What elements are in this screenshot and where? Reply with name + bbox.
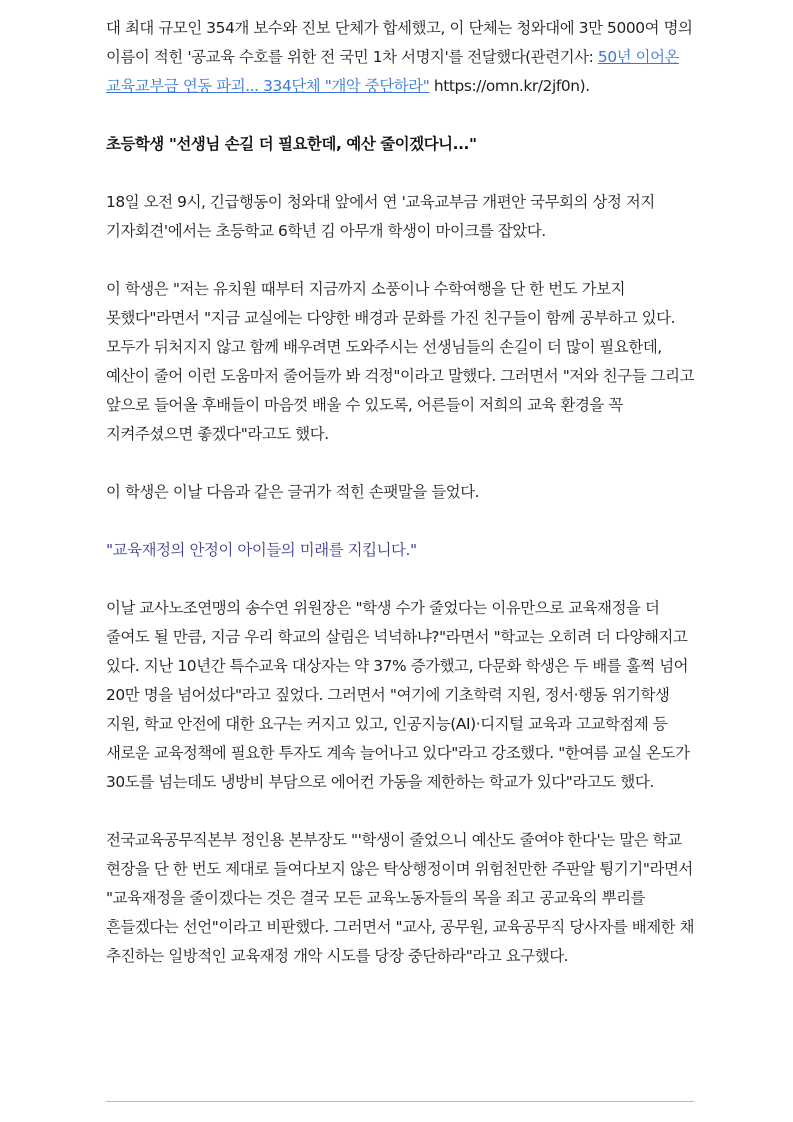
footer-divider (106, 1101, 694, 1102)
paragraph-signatures (106, 14, 696, 101)
related-article-link[interactable]: 50년 이어온 교육교부금 연동 파괴... 334단체 "개악 중단하라" (106, 48, 680, 95)
short-url-text: https://omn.kr/2jf0n). (429, 77, 590, 95)
paragraph-picket-intro: 이 학생은 이날 다음과 같은 글귀가 적힌 손팻말을 들었다. (106, 483, 480, 501)
section-heading: 초등학생 "선생님 손길 더 필요한데, 예산 줄이겠다니..." (106, 135, 477, 153)
paragraph-teachers-union: 이날 교사노조연맹의 송수연 위원장은 "학생 수가 줄었다는 이유만으로 교육재정을 더 줄여도 될 만큼, 지금 우리 학교의 살림은 넉넉하냐?"라면서 "학교는 오히려 더 다양해지고 있다. 지난 10년간 특수교육 대상자는 약 37% 증가했고, 다문화 학생은 두 배를 훌쩍 넘어 20만 명을 넘어섰다"라고 짚었다. 그러면서 "여기에 기초학력 지원, 정서·행동 위기학생 지원, 학교 안전에 대한 요구는 커지고 있고, 인공지능(AI)·디지털 교육과 고교학점제 등 새로운 교육정책에 필요한 투자도 계속 늘어나고 있다"라고 강조했다. "한여름 교실 온도가 30도를 넘는데도 냉방비 부담으로 에어컨 가동을 제한하는 학교가 있다"라고도 했다. (106, 599, 690, 791)
paragraph-student-quote: 이 학생은 "저는 유치원 때부터 지금까지 소풍이나 수학여행을 단 한 번도 가보지 못했다"라면서 "지금 교실에는 다양한 배경과 문화를 가진 친구들이 함께 공부하고 있다. 모두가 뒤처지지 않고 함께 배우려면 도와주시는 선생님들의 손길이 더 많이 필요한데, 예산이 줄어 이런 도움마저 줄어들까 봐 걱정"이라고 말했다. 그러면서 "저와 친구들 그리고 앞으로 들어올 후배들이 마음껏 배울 수 있도록, 어른들이 저희의 교육 환경을 꼭 지켜주셨으면 좋겠다"라고도 했다. (106, 280, 695, 443)
article-body (106, 14, 696, 971)
picket-quote: "교육재정의 안정이 아이들의 미래를 지킵니다." (106, 541, 417, 559)
paragraph-press-conference: 18일 오전 9시, 긴급행동이 청와대 앞에서 연 '교육교부금 개편안 국무회의 상정 저지 기자회견'에서는 초등학교 6학년 김 아무개 학생이 마이크를 잡았다. (106, 193, 655, 240)
paragraph-text: 대 최대 규모인 354개 보수와 진보 단체가 합세했고, 이 단체는 청와대에 3만 5000여 명의 이름이 적힌 '공교육 수호를 위한 전 국민 1차 서명지'를 전달했다(관련기사: (106, 19, 693, 66)
paragraph-education-workers: 전국교육공무직본부 정인용 본부장도 "'학생이 줄었으니 예산도 줄여야 한다'는 말은 학교 현장을 단 한 번도 제대로 들여다보지 않은 탁상행정이며 위험천만한 주판알 튕기기"라면서 "교육재정을 줄이겠다는 것은 결국 모든 교육노동자들의 목을 죄고 공교육의 뿌리를 흔들겠다는 선언"이라고 비판했다. 그러면서 "교사, 공무원, 교육공무직 당사자를 배제한 채 추진하는 일방적인 교육재정 개악 시도를 당장 중단하라"라고 요구했다. (106, 831, 695, 965)
